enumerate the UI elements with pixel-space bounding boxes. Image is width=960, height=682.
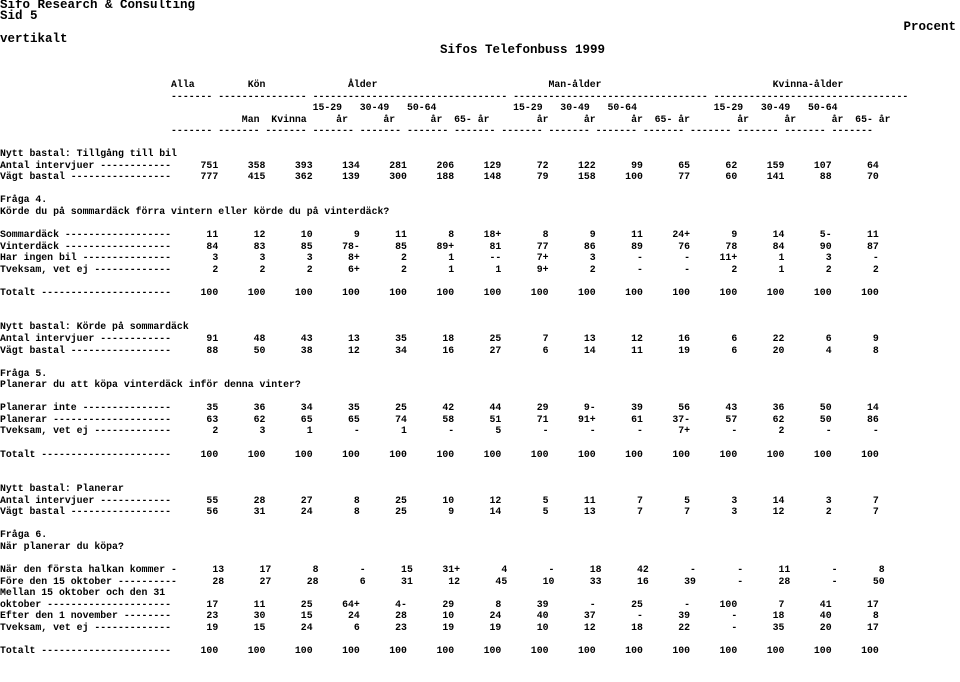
report-line: Vinterdäck ------------------ 84 83 85 78- 85 89+ 81 77 86 89 76 78 84 90 87 (0, 240, 879, 252)
report-line: Man Kvinna år år år 65- år år år år 65- år år år år 65- år (0, 113, 891, 125)
report-line: Tveksam, vet ej ------------- 2 2 2 6+ 2 1 1 9+ 2 - - 2 1 2 2 (0, 263, 879, 275)
report-line: Fråga 4. (0, 194, 48, 206)
report-line (0, 552, 908, 564)
report-line (0, 218, 908, 230)
crosstab-report (0, 79, 908, 656)
report-line: Antal intervjuer ------------ 91 48 43 13 35 18 25 7 13 12 16 6 22 6 9 (0, 333, 879, 345)
report-line: Vägt bastal ----------------- 777 415 362 139 300 188 148 79 158 100 77 60 141 88 70 (0, 171, 879, 183)
page-number: Sid 5 (0, 9, 38, 23)
report-line: Antal intervjuer ------------ 55 28 27 8 25 10 12 5 11 7 5 3 14 3 7 (0, 494, 879, 506)
report-line (0, 137, 908, 149)
report-line: Totalt ---------------------- 100 100 100 100 100 100 100 100 100 100 100 100 100 100 100 (0, 644, 879, 656)
report-line: Fråga 6. (0, 529, 48, 541)
report-line: 15-29 30-49 50-64 15-29 30-49 50-64 15-29 30-49 50-64 (0, 102, 838, 114)
report-line: Tveksam, vet ej ------------- 19 15 24 6 23 19 19 10 12 18 22 - 35 20 17 (0, 621, 879, 633)
report-line: Efter den 1 november -------- 23 30 15 24 28 10 24 40 37 - 39 - 18 40 8 (0, 610, 879, 622)
report-line: Totalt ---------------------- 100 100 100 100 100 100 100 100 100 100 100 100 100 100 100 (0, 448, 879, 460)
organization-name: Sifo Research & Consulting (0, 0, 196, 12)
report-line: Har ingen bil --------------- 3 3 3 8+ 2 1 -- 7+ 3 - - 11+ 1 3 - (0, 252, 879, 264)
report-line: När den första halkan kommer - 13 17 8 - 15 31+ 4 - 18 42 - - 11 - 8 (0, 563, 885, 575)
report-line (0, 183, 908, 195)
report-line: Planerar -------------------- 63 62 65 65 74 58 51 71 91+ 61 37- 57 62 50 86 (0, 413, 879, 425)
report-line: Nytt bastal: Körde på sommardäck (0, 321, 189, 333)
report-line: När planerar du köpa? (0, 540, 124, 552)
report-line: Totalt ---------------------- 100 100 100 100 100 100 100 100 100 100 100 100 100 100 100 (0, 286, 879, 298)
report-line: ------- --------------- --------------------------------- --------------------------------- --------------------------------- (0, 90, 909, 102)
report-line: Nytt bastal: Planerar (0, 483, 124, 495)
report-line: Sommardäck ------------------ 11 12 10 9 11 8 18+ 8 9 11 24+ 9 14 5- 11 (0, 229, 879, 241)
report-line (0, 275, 908, 287)
report-line (0, 437, 908, 449)
report-line (0, 356, 908, 368)
report-line: Nytt bastal: Tillgång till bil (0, 148, 177, 160)
report-line: Fråga 5. (0, 367, 48, 379)
report-line (0, 391, 908, 403)
report-line: Körde du på sommardäck förra vintern eller körde du på vinterdäck? (0, 206, 390, 218)
report-line: Planerar du att köpa vinterdäck inför denna vinter? (0, 379, 301, 391)
report-line (0, 472, 908, 484)
report-line: Vägt bastal ----------------- 88 50 38 12 34 16 27 6 14 11 19 6 20 4 8 (0, 344, 879, 356)
report-line: Antal intervjuer ------------ 751 358 393 134 281 206 129 72 122 99 65 62 159 107 64 (0, 159, 879, 171)
report-line: Alla Kön Ålder Man-ålder Kvinna-ålder (0, 79, 844, 90)
report-line (0, 460, 908, 472)
report-line: Vägt bastal ----------------- 56 31 24 8 25 9 14 5 13 7 7 3 12 2 7 (0, 506, 879, 518)
report-line: oktober --------------------- 17 11 25 64+ 4- 29 8 39 - 25 - 100 7 41 17 (0, 598, 879, 610)
report-line: ------- ------- ------- ------- ------- ------- ------- ------- ------- ------- ------- ------- ------- ------- ------- (0, 125, 873, 137)
percent-label: Procent (903, 20, 956, 34)
report-line: Före den 15 oktober ---------- 28 27 28 6 31 12 45 10 33 16 39 - 28 - 50 (0, 575, 885, 587)
report-line: Tveksam, vet ej ------------- 2 3 1 - 1 - 5 - - - 7+ - 2 - - (0, 425, 879, 437)
report-line: Planerar inte --------------- 35 36 34 35 25 42 44 29 9- 39 56 43 36 50 14 (0, 402, 879, 414)
orientation-label: vertikalt (0, 32, 68, 46)
report-title: Sifos Telefonbuss 1999 (440, 43, 606, 57)
report-line (0, 518, 908, 530)
report-line (0, 310, 908, 322)
report-line: Mellan 15 oktober och den 31 (0, 587, 166, 599)
report-line (0, 298, 908, 310)
report-line (0, 633, 908, 645)
